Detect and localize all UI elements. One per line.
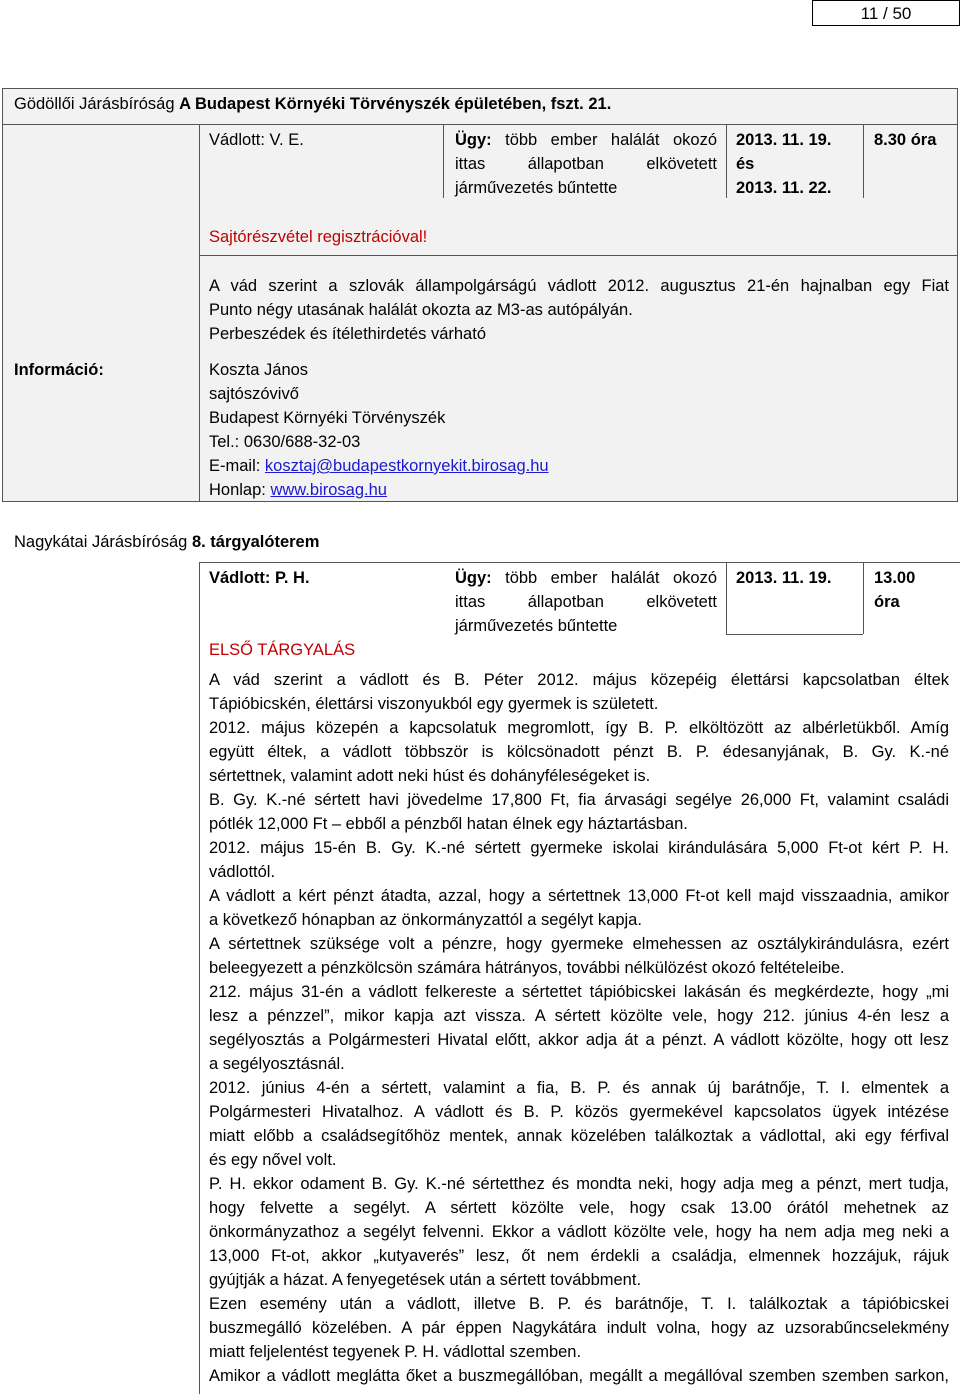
para-line: 212. május 31-én a vádlott felkereste a sértettet tápióbicskei lakásán és megkérdezte, hogy „mi — [209, 983, 949, 1001]
para-line: együtt éltek, a vádlott többször is kölcsönadott pénzt B. P. édesanyjának, B. Gy. K.-né — [209, 743, 949, 761]
description-line: Punto négy utasának halálát okozta az M3-as autópályán. — [209, 301, 633, 319]
divider — [199, 124, 200, 502]
defendant-1: Vádlott: V. E. — [209, 131, 304, 149]
charge-1 — [455, 128, 717, 200]
divider — [199, 562, 200, 1394]
para-line: miatt feljelentést tegyenek P. H. vádlottal szemben. — [209, 1343, 582, 1361]
para-line: B. Gy. K.-né sértett havi jövedelme 17,800 Ft, fia árvasági segélye 26,000 Ft, valamint családi — [209, 791, 949, 809]
para-line: 2012. június 4-én a sértett, valamint a fia, B. P. és annak új barátnője, T. I. elmentek a — [209, 1079, 949, 1097]
para-line: a következő hónapban az önkormányzattól a segélyt kapja. — [209, 911, 642, 929]
press-registration-note: Sajtórészvétel regisztrációval! — [209, 228, 428, 246]
para-line: A sértettnek szüksége volt a pénzre, hogy gyermeke elmehessen az osztálykirándulásra, ezért — [209, 935, 949, 953]
time-1: 8.30 óra — [874, 131, 937, 149]
divider — [726, 124, 727, 198]
para-line: 2012. május közepén a kapcsolatuk megromlott, így B. P. elköltözött az albérletükből. Amíg — [209, 719, 949, 737]
court-location: A Budapest Környéki Törvényszék épületében, fszt. 21. — [179, 95, 612, 113]
charge-line: több ember halálát okozó — [505, 569, 717, 587]
date-conjunction: és — [736, 155, 755, 173]
contact-role: sajtószóvivő — [209, 385, 299, 403]
para-line: gyújtják a házat. A fenyegetések után a sértett továbbment. — [209, 1271, 642, 1289]
para-line: A vád szerint a vádlott és B. Péter 2012. május közepéig élettársi kapcsolatban éltek — [209, 671, 949, 689]
para-line: pótlék 12,000 Ft – ebből a pénzből hatan élnek egy háztartásban. — [209, 815, 688, 833]
web-label: Honlap: — [209, 481, 271, 499]
para-line: Amikor a vádlott meglátta őket a buszmegállóban, megállt a megállóval szemben szemben sarkon, — [209, 1367, 949, 1385]
para-line: Polgármesteri Hivatalhoz. A vádlott és B. P. közös gyermekével kapcsolatos ügyek intézése — [209, 1103, 949, 1121]
charge-line: ittas állapotban elkövetett — [455, 155, 717, 173]
para-line: lesz a pénzzel”, mikor kapja azt vissza. A sértett közölte vele, hogy 212. június 4-én lesz a — [209, 1007, 949, 1025]
charge-line: több ember halálát okozó — [505, 131, 717, 149]
contact-web-row — [209, 478, 809, 502]
date: 2013. 11. 19. — [736, 131, 832, 149]
description-line: Perbeszédek és ítélethirdetés várható — [209, 325, 486, 343]
para-line: P. H. ekkor odament B. Gy. K.-né sértetthez és mondta neki, hogy adja meg a pénzt, mert tudja, — [209, 1175, 949, 1193]
para-line: a segélyosztásnál. — [209, 1055, 345, 1073]
page-number: 11 / 50 — [812, 0, 960, 26]
divider — [443, 124, 444, 198]
date-2: 2013. 11. 19. — [736, 569, 832, 587]
para-line: 2012. május 15-én B. Gy. K.-né sértett gyermeke iskolai kirándulására 5,000 Ft-ot kért P. H. — [209, 839, 949, 857]
divider — [863, 124, 864, 198]
time-value: 13.00 — [874, 569, 916, 587]
para-line: vádlottól. — [209, 863, 276, 881]
para-line: Ezen esemény után a vádlott, illetve B. P. és barátnője, T. I. találkoztak a tápióbicskei — [209, 1295, 949, 1313]
press-contact — [209, 358, 809, 502]
divider — [726, 634, 863, 635]
divider — [2, 124, 958, 125]
email-label: E-mail: — [209, 457, 265, 475]
contact-email-row — [209, 454, 809, 478]
divider — [199, 255, 958, 256]
case-description-1 — [209, 274, 949, 346]
para-line: hogy felvette a segélyt. A sértett közölte vele, hogy csak 13.00 órától mehetnek az — [209, 1199, 949, 1217]
court-name: Gödöllői Járásbíróság — [14, 95, 180, 113]
para-line: Tápióbicskén, élettársi viszonyukból egy gyermek is született. — [209, 695, 659, 713]
para-line: sértettnek, valamint adott neki húst és dohányféleségeket is. — [209, 767, 651, 785]
charge-line: járművezetés bűntette — [455, 617, 618, 635]
para-line: buszmegálló közelében. A pár éppen Nagykátára indult volna, hogy az uzsorabűncselekmény — [209, 1319, 949, 1337]
charge-line: járművezetés bűntette — [455, 179, 618, 197]
time-unit: óra — [874, 593, 900, 611]
contact-organization: Budapest Környéki Törvényszék — [209, 409, 446, 427]
defendant-2: Vádlott: P. H. — [209, 569, 310, 587]
para-line: A vádlott a kért pénzt átadta, azzal, hogy a sértettnek 13,000 Ft-ot kell majd visszaadnia, amikor — [209, 887, 949, 905]
para-line: miatt előbb a családsegítőhöz mentek, annak közelében találkoztak a vádlottal, aki egy férfival — [209, 1127, 949, 1145]
para-line: és egy nővel volt. — [209, 1151, 337, 1169]
divider — [726, 562, 727, 634]
court-heading-2 — [14, 530, 319, 554]
court-name: Nagykátai Járásbíróság — [14, 533, 192, 551]
court-heading-1 — [14, 92, 954, 116]
divider — [199, 562, 960, 563]
charge-label: Ügy: — [455, 569, 492, 587]
website-link[interactable]: www.birosag.hu — [270, 481, 387, 499]
charge-line: ittas állapotban elkövetett — [455, 593, 717, 611]
info-label: Információ: — [14, 361, 104, 379]
para-line: önkormányzathoz a segélyt felvenni. Ekkor a vádlott közölte vele, hogy ha nem adja meg neki a — [209, 1223, 949, 1241]
time-2 — [874, 566, 915, 614]
contact-name: Koszta János — [209, 361, 309, 379]
charge-label: Ügy: — [455, 131, 492, 149]
divider — [863, 562, 864, 634]
para-line: 13,000 Ft-ot, akkor „kutyaverés” lesz, őt nem érdekli a családja, elmennek hozzájuk, rájuk — [209, 1247, 949, 1265]
email-link[interactable]: kosztaj@budapestkornyekit.birosag.hu — [264, 457, 549, 475]
date: 2013. 11. 22. — [736, 179, 832, 197]
courtroom: 8. tárgyalóterem — [191, 533, 320, 551]
first-hearing-label: ELSŐ TÁRGYALÁS — [209, 641, 356, 659]
para-line: beleegyezett a pénzkölcsön számára hátrányos, további nélkülözést okozó feltételeibe. — [209, 959, 845, 977]
contact-phone: Tel.: 0630/688-32-03 — [209, 433, 361, 451]
case-description-2 — [209, 668, 949, 1388]
dates-1 — [736, 128, 856, 200]
para-line: segélyosztás a Polgármesteri Hivatal előtt, akkor adja át a pénzt. A vádlott közölte, hogy ott lesz — [209, 1031, 949, 1049]
charge-2 — [455, 566, 717, 638]
description-line: A vád szerint a szlovák állampolgárságú vádlott 2012. augusztus 21-én hajnalban egy Fiat — [209, 277, 949, 295]
